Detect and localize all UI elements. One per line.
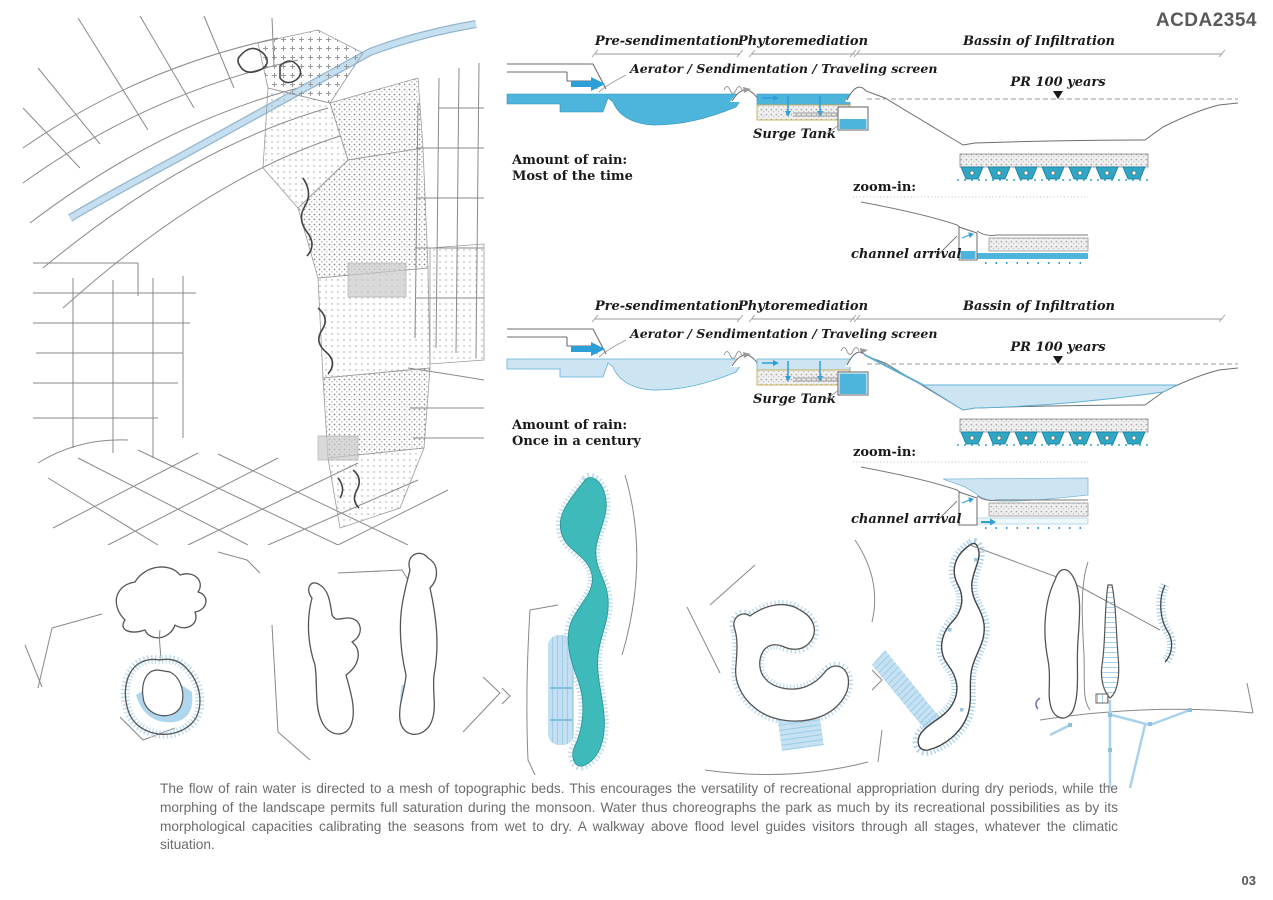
zoom-detail-dry bbox=[845, 180, 1095, 270]
phyto-cell-water bbox=[757, 359, 850, 370]
topographic-beds-diagrams bbox=[10, 470, 1270, 790]
phyto-filter-bed bbox=[757, 370, 850, 385]
stage-label-bassin: Bassin of Infiltration bbox=[962, 299, 1116, 314]
aerator-label: Aerator / Sendimentation / Traveling screen bbox=[630, 61, 938, 76]
surge-tank-water bbox=[840, 119, 867, 129]
detail-chamber-water bbox=[961, 251, 976, 259]
detail-slope bbox=[861, 202, 961, 228]
phyto-filter-bed bbox=[757, 105, 850, 120]
bassin-ground-profile bbox=[847, 87, 1238, 145]
water-level-marker-icon bbox=[1053, 91, 1063, 99]
page-number: 03 bbox=[1241, 873, 1256, 888]
bed-6-structure bbox=[1096, 694, 1108, 703]
stage-label-phytoremediation: Phytoremediation bbox=[737, 299, 869, 314]
bed-diagram-3 bbox=[502, 475, 637, 775]
board-id: ACDA2354 bbox=[1155, 10, 1257, 31]
flood-level-label: PR 100 years bbox=[1010, 340, 1106, 355]
bed-6-hatched-channel bbox=[1101, 585, 1118, 698]
bed-diagram-4 bbox=[687, 540, 875, 775]
stage-label-pre-sedimentation: Pre-sendimentation bbox=[594, 299, 740, 314]
bed-diagram-6 bbox=[970, 545, 1253, 788]
bed-6-node-markers bbox=[1068, 708, 1192, 752]
site-plan-map bbox=[18, 8, 485, 545]
bed-6-purple-mark bbox=[1036, 698, 1040, 709]
rain-amount-title: Amount of rain: bbox=[512, 418, 628, 433]
surge-tank-label: Surge Tank bbox=[753, 127, 836, 142]
dimension-lines bbox=[592, 315, 1225, 322]
flood-level-label: PR 100 years bbox=[1010, 75, 1106, 90]
water-level-marker-icon bbox=[1053, 356, 1063, 364]
channel-arrival-label: channel arrival bbox=[851, 247, 962, 262]
bed-diagram-5 bbox=[872, 543, 984, 762]
flow-arrow-icon bbox=[571, 77, 605, 91]
section-diagram-dry bbox=[505, 28, 1270, 203]
rain-amount-value: Once in a century bbox=[512, 434, 641, 449]
section-diagram-flood bbox=[505, 293, 1270, 468]
map-park-corridor bbox=[258, 30, 484, 528]
dimension-lines bbox=[592, 50, 1225, 57]
surge-tank-label: Surge Tank bbox=[753, 392, 836, 407]
bed-diagram-2 bbox=[272, 553, 500, 760]
map-streets-blocks bbox=[33, 263, 196, 458]
turbulence-arrow-icon-2 bbox=[860, 348, 868, 354]
surge-tank-water bbox=[840, 374, 867, 395]
zoom-in-label: zoom-in: bbox=[853, 445, 917, 460]
overflow-stream bbox=[865, 355, 923, 385]
bed-diagram-1 bbox=[25, 552, 260, 740]
bed-4-channel bbox=[734, 605, 849, 722]
stage-label-phytoremediation: Phytoremediation bbox=[737, 34, 869, 49]
rain-amount-value: Most of the time bbox=[512, 169, 633, 184]
detail-ground-line bbox=[977, 231, 1088, 236]
stage-label-bassin: Bassin of Infiltration bbox=[962, 34, 1116, 49]
infiltration-gallery bbox=[957, 154, 1151, 180]
project-description: The flow of rain water is directed to a mesh of topographic beds. This encourages the versatility of recreational appropriation during dry periods, while the morphing of the landscape permits full saturation during the monsoon. Water thus choreographs the park as much by its recreational possibilities as by its morphological capacities calibrating the seasons from wet to dry. A walkway above flood level guides visitors through all stages, whatever the climatic situation. bbox=[160, 781, 1118, 853]
phyto-cell-water bbox=[757, 94, 850, 105]
detail-gravel-bed bbox=[989, 238, 1088, 251]
zoom-in-label: zoom-in: bbox=[853, 180, 917, 195]
rain-amount-title: Amount of rain: bbox=[512, 153, 628, 168]
stage-label-pre-sedimentation: Pre-sendimentation bbox=[594, 34, 740, 49]
channel-arrival-label: channel arrival bbox=[851, 512, 962, 527]
channel-water bbox=[507, 359, 745, 390]
detail-outflow-channel bbox=[977, 253, 1088, 259]
flow-arrow-icon bbox=[571, 342, 605, 356]
aerator-label: Aerator / Sendimentation / Traveling screen bbox=[630, 326, 938, 341]
infiltration-gallery bbox=[957, 419, 1151, 445]
channel-water bbox=[507, 94, 745, 125]
